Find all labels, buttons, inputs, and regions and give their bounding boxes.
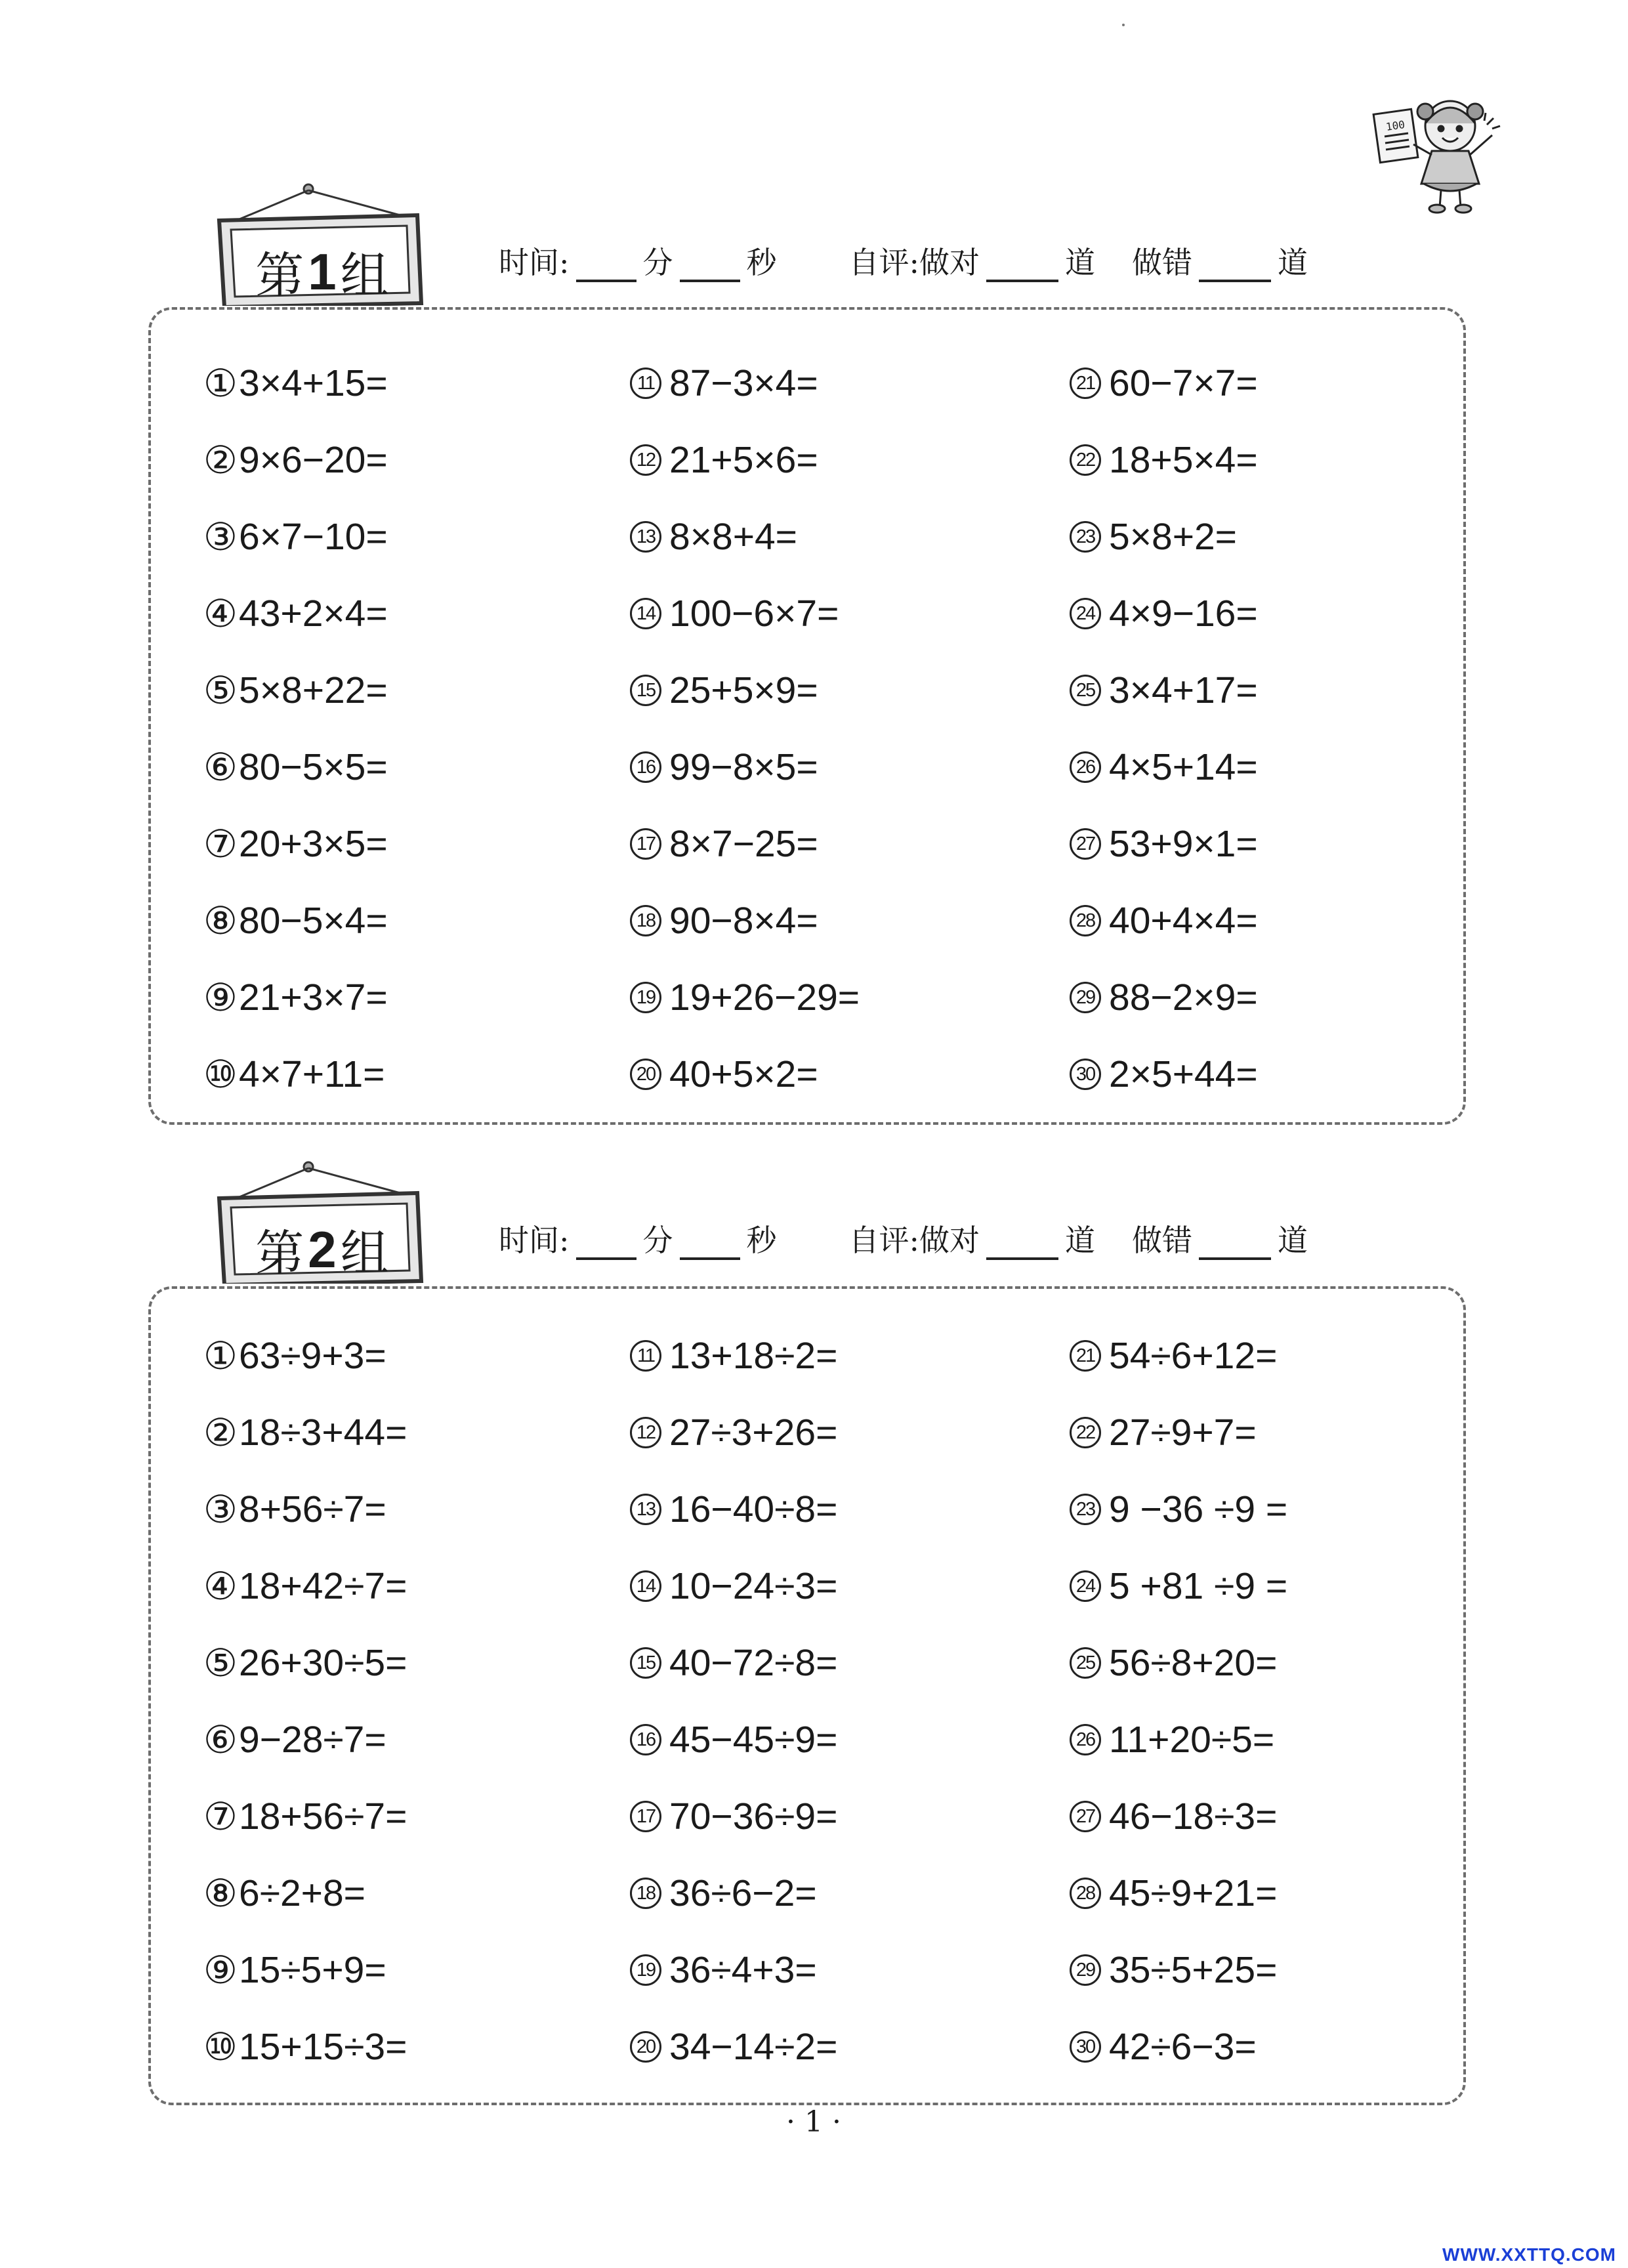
problem-number-badge: 23 bbox=[1070, 521, 1101, 553]
problem-number-badge: ② bbox=[203, 1412, 238, 1454]
minutes-label: 分 bbox=[642, 245, 673, 280]
problem-item bbox=[203, 1790, 407, 1843]
problem-number-badge: 11 bbox=[630, 368, 661, 399]
problem-item bbox=[203, 1867, 365, 1920]
problem-expression: 5 +81 ÷9 = bbox=[1109, 1565, 1288, 1607]
problem-item bbox=[1070, 1048, 1258, 1101]
problem-number-badge: 27 bbox=[1070, 828, 1101, 860]
problem-number-badge: ③ bbox=[203, 1488, 238, 1531]
problem-expression: 34−14÷2= bbox=[669, 2026, 838, 2068]
problem-number-badge: ⑤ bbox=[203, 669, 238, 712]
problem-expression: 9×6−20= bbox=[239, 439, 388, 481]
problem-number-badge: 13 bbox=[630, 521, 661, 553]
group-2-title: 第 2 组 bbox=[255, 1220, 390, 1282]
problem-number-badge: 25 bbox=[1070, 675, 1101, 706]
page-number: · 1 · bbox=[786, 2105, 841, 2139]
problem-expression: 40+4×4= bbox=[1109, 900, 1258, 942]
problem-number-badge: 24 bbox=[1070, 1570, 1101, 1602]
group-1-title: 第 1 组 bbox=[255, 242, 390, 304]
problem-expression: 46−18÷3= bbox=[1109, 1796, 1278, 1838]
problem-item bbox=[1070, 741, 1258, 793]
seconds-label: 秒 bbox=[746, 245, 777, 280]
problem-number-badge: 12 bbox=[630, 444, 661, 476]
problem-item bbox=[1070, 664, 1258, 717]
problem-number-badge: 14 bbox=[630, 598, 661, 629]
problem-number-badge: ⑩ bbox=[203, 2026, 238, 2068]
problem-number-badge: 16 bbox=[630, 1724, 661, 1755]
problem-number-badge: 24 bbox=[1070, 598, 1101, 629]
problem-expression: 8+56÷7= bbox=[239, 1488, 386, 1530]
problem-item bbox=[1070, 1944, 1277, 1996]
problem-expression: 40+5×2= bbox=[669, 1053, 818, 1095]
problem-expression: 10−24÷3= bbox=[669, 1565, 838, 1607]
problem-item bbox=[203, 971, 388, 1024]
problem-expression: 16−40÷8= bbox=[669, 1488, 838, 1530]
problem-expression: 100−6×7= bbox=[669, 593, 839, 635]
problem-number-badge: 28 bbox=[1070, 1878, 1101, 1909]
problem-item bbox=[630, 818, 818, 870]
problem-expression: 18+42÷7= bbox=[239, 1565, 407, 1607]
problem-number-badge: 13 bbox=[630, 1494, 661, 1525]
problem-expression: 60−7×7= bbox=[1109, 362, 1258, 404]
problem-expression: 54÷6+12= bbox=[1109, 1335, 1278, 1377]
problem-expression: 26+30÷5= bbox=[239, 1642, 407, 1684]
group-1-meta bbox=[499, 230, 1308, 282]
group-2-meta bbox=[499, 1208, 1308, 1260]
problem-number-badge: 18 bbox=[630, 905, 661, 936]
problem-number-badge: 17 bbox=[630, 1801, 661, 1832]
wrong-label: 做错 bbox=[1132, 245, 1192, 280]
problem-number-badge: 20 bbox=[630, 2031, 661, 2063]
problem-number-badge: ⑩ bbox=[203, 1053, 238, 1096]
problem-item bbox=[630, 1867, 817, 1920]
problem-expression: 4×5+14= bbox=[1109, 746, 1258, 788]
problem-expression: 36÷6−2= bbox=[669, 1872, 817, 1914]
problem-expression: 5×8+22= bbox=[239, 669, 388, 711]
problem-number-badge: 18 bbox=[630, 1878, 661, 1909]
problem-item bbox=[1070, 1483, 1287, 1536]
problem-expression: 45−45÷9= bbox=[669, 1719, 838, 1761]
girl-holding-paper-icon bbox=[1358, 85, 1509, 217]
problem-expression: 21+5×6= bbox=[669, 439, 818, 481]
problem-item bbox=[630, 1483, 837, 1536]
problem-expression: 21+3×7= bbox=[239, 976, 388, 1018]
problem-item bbox=[203, 434, 388, 486]
problem-item bbox=[203, 1330, 386, 1382]
problem-expression: 35÷5+25= bbox=[1109, 1949, 1278, 1991]
seconds-blank[interactable] bbox=[680, 253, 740, 282]
problem-expression: 43+2×4= bbox=[239, 593, 388, 635]
seconds-label: 秒 bbox=[746, 1223, 777, 1258]
problem-expression: 20+3×5= bbox=[239, 823, 388, 865]
problem-expression: 2×5+44= bbox=[1109, 1053, 1258, 1095]
problem-expression: 8×8+4= bbox=[669, 516, 797, 558]
problem-item bbox=[1070, 818, 1258, 870]
problem-item bbox=[1070, 511, 1237, 563]
problem-item bbox=[203, 1944, 386, 1996]
problem-expression: 8×7−25= bbox=[669, 823, 818, 865]
correct-label: 自评:做对 bbox=[848, 245, 980, 280]
problem-expression: 3×4+15= bbox=[239, 362, 388, 404]
problem-expression: 4×7+11= bbox=[239, 1053, 385, 1095]
problem-expression: 6×7−10= bbox=[239, 516, 388, 558]
problem-number-badge: 15 bbox=[630, 675, 661, 706]
wrong-unit: 道 bbox=[1278, 1223, 1308, 1258]
problem-item bbox=[1070, 357, 1258, 410]
problem-number-badge: ⑥ bbox=[203, 746, 238, 789]
problem-item bbox=[203, 1406, 407, 1459]
problem-expression: 3×4+17= bbox=[1109, 669, 1258, 711]
problem-number-badge: ⑥ bbox=[203, 1719, 238, 1761]
problem-number-badge: ⑦ bbox=[203, 823, 238, 866]
problem-expression: 25+5×9= bbox=[669, 669, 818, 711]
problem-expression: 45÷9+21= bbox=[1109, 1872, 1278, 1914]
problem-number-badge: 11 bbox=[630, 1340, 661, 1372]
problem-item bbox=[1070, 1330, 1277, 1382]
problem-item bbox=[1070, 587, 1258, 640]
wrong-count-blank[interactable] bbox=[1199, 1231, 1271, 1260]
problem-item bbox=[1070, 1406, 1257, 1459]
problem-item bbox=[1070, 1713, 1274, 1766]
problem-item bbox=[203, 357, 388, 410]
problem-number-badge: 26 bbox=[1070, 751, 1101, 783]
problem-expression: 99−8×5= bbox=[669, 746, 818, 788]
wrong-count-blank[interactable] bbox=[1199, 253, 1271, 282]
problem-expression: 53+9×1= bbox=[1109, 823, 1258, 865]
problem-expression: 36÷4+3= bbox=[669, 1949, 817, 1991]
problem-item bbox=[630, 1713, 837, 1766]
problem-item bbox=[203, 1713, 386, 1766]
problem-number-badge: ⑧ bbox=[203, 1872, 238, 1915]
problem-expression: 18+5×4= bbox=[1109, 439, 1258, 481]
problem-number-badge: 21 bbox=[1070, 368, 1101, 399]
problem-item bbox=[630, 1790, 837, 1843]
problem-number-badge: 19 bbox=[630, 982, 661, 1013]
problem-expression: 18÷3+44= bbox=[239, 1412, 407, 1454]
problem-expression: 90−8×4= bbox=[669, 900, 818, 942]
problem-expression: 15+15÷3= bbox=[239, 2026, 407, 2068]
problem-number-badge: ⑨ bbox=[203, 976, 238, 1019]
top-dot bbox=[1122, 24, 1125, 26]
wrong-unit: 道 bbox=[1278, 245, 1308, 280]
problem-number-badge: ⑨ bbox=[203, 1949, 238, 1992]
wrong-label: 做错 bbox=[1132, 1223, 1192, 1258]
problem-item bbox=[630, 664, 818, 717]
correct-label: 自评:做对 bbox=[848, 1223, 980, 1258]
problem-item bbox=[630, 1560, 837, 1612]
problem-number-badge: 12 bbox=[630, 1417, 661, 1448]
problem-expression: 9 −36 ÷9 = bbox=[1109, 1488, 1288, 1530]
problem-number-badge: 30 bbox=[1070, 1059, 1101, 1090]
problem-number-badge: 14 bbox=[630, 1570, 661, 1602]
problem-item bbox=[203, 664, 388, 717]
problem-expression: 11+20÷5= bbox=[1109, 1719, 1275, 1761]
problem-expression: 40−72÷8= bbox=[669, 1642, 838, 1684]
problem-expression: 27÷3+26= bbox=[669, 1412, 838, 1454]
problem-number-badge: ④ bbox=[203, 593, 238, 635]
problem-item bbox=[630, 511, 797, 563]
problem-expression: 15÷5+9= bbox=[239, 1949, 386, 1991]
problem-item bbox=[630, 1944, 817, 1996]
problem-number-badge: 29 bbox=[1070, 982, 1101, 1013]
problem-expression: 18+56÷7= bbox=[239, 1796, 407, 1838]
problem-number-badge: 20 bbox=[630, 1059, 661, 1090]
problem-item bbox=[630, 1637, 837, 1689]
problem-item bbox=[203, 894, 388, 947]
problem-item bbox=[1070, 1790, 1277, 1843]
problem-expression: 27÷9+7= bbox=[1109, 1412, 1257, 1454]
problem-item bbox=[203, 1483, 386, 1536]
girl-mascot-illustration bbox=[1358, 85, 1509, 217]
problem-number-badge: 22 bbox=[1070, 1417, 1101, 1448]
problem-number-badge: 22 bbox=[1070, 444, 1101, 476]
problem-number-badge: 15 bbox=[630, 1647, 661, 1679]
problem-item bbox=[1070, 971, 1258, 1024]
problem-expression: 42÷6−3= bbox=[1109, 2026, 1257, 2068]
problem-expression: 19+26−29= bbox=[669, 976, 860, 1018]
correct-unit: 道 bbox=[1065, 1223, 1095, 1258]
problem-item bbox=[203, 587, 388, 640]
problem-item bbox=[203, 741, 388, 793]
problem-number-badge: 28 bbox=[1070, 905, 1101, 936]
problem-expression: 80−5×4= bbox=[239, 900, 388, 942]
correct-count-blank[interactable] bbox=[986, 253, 1058, 282]
problem-item bbox=[1070, 1637, 1277, 1689]
problem-item bbox=[1070, 1560, 1287, 1612]
problem-item bbox=[630, 1048, 818, 1101]
problem-number-badge: ⑤ bbox=[203, 1642, 238, 1685]
watermark: WWW.XXTTQ.COM bbox=[1442, 2244, 1616, 2265]
problem-item bbox=[1070, 1867, 1277, 1920]
problem-number-badge: 29 bbox=[1070, 1954, 1101, 1986]
correct-count-blank[interactable] bbox=[986, 1231, 1058, 1260]
problem-expression: 80−5×5= bbox=[239, 746, 388, 788]
problem-number-badge: ① bbox=[203, 1335, 238, 1377]
problem-number-badge: ① bbox=[203, 362, 238, 405]
problem-expression: 63÷9+3= bbox=[239, 1335, 386, 1377]
problem-item bbox=[203, 1637, 407, 1689]
problem-number-badge: 23 bbox=[1070, 1494, 1101, 1525]
problem-item bbox=[630, 971, 860, 1024]
problem-item bbox=[630, 1330, 837, 1382]
problem-number-badge: 30 bbox=[1070, 2031, 1101, 2063]
problem-expression: 5×8+2= bbox=[1109, 516, 1237, 558]
problem-expression: 13+18÷2= bbox=[669, 1335, 838, 1377]
problem-number-badge: 21 bbox=[1070, 1340, 1101, 1372]
time-label: 时间: bbox=[499, 1223, 570, 1258]
problem-item bbox=[1070, 894, 1258, 947]
paper-score-label: 100 bbox=[1385, 118, 1406, 133]
problem-item bbox=[630, 357, 818, 410]
problem-item bbox=[203, 2021, 407, 2073]
problem-number-badge: 27 bbox=[1070, 1801, 1101, 1832]
problem-number-badge: ⑧ bbox=[203, 900, 238, 942]
problem-item bbox=[1070, 434, 1258, 486]
problem-expression: 6÷2+8= bbox=[239, 1872, 365, 1914]
problem-item bbox=[203, 1560, 407, 1612]
problem-number-badge: ⑦ bbox=[203, 1796, 238, 1838]
problem-expression: 56÷8+20= bbox=[1109, 1642, 1278, 1684]
correct-unit: 道 bbox=[1065, 245, 1095, 280]
problem-item bbox=[203, 511, 388, 563]
problem-item bbox=[630, 894, 818, 947]
problem-expression: 87−3×4= bbox=[669, 362, 818, 404]
problem-number-badge: 16 bbox=[630, 751, 661, 783]
problem-item bbox=[630, 587, 839, 640]
problem-expression: 9−28÷7= bbox=[239, 1719, 386, 1761]
minutes-blank[interactable] bbox=[576, 1231, 637, 1260]
problem-number-badge: ③ bbox=[203, 516, 238, 558]
minutes-label: 分 bbox=[642, 1223, 673, 1258]
problem-number-badge: 19 bbox=[630, 1954, 661, 1986]
problem-number-badge: ② bbox=[203, 439, 238, 482]
problem-item bbox=[1070, 2021, 1257, 2073]
seconds-blank[interactable] bbox=[680, 1231, 740, 1260]
problem-expression: 70−36÷9= bbox=[669, 1796, 838, 1838]
problem-number-badge: 17 bbox=[630, 828, 661, 860]
problem-expression: 88−2×9= bbox=[1109, 976, 1258, 1018]
problem-item bbox=[203, 1048, 385, 1101]
problem-number-badge: 26 bbox=[1070, 1724, 1101, 1755]
time-label: 时间: bbox=[499, 245, 570, 280]
problem-number-badge: 25 bbox=[1070, 1647, 1101, 1679]
problem-item bbox=[203, 818, 388, 870]
problem-item bbox=[630, 434, 818, 486]
problem-item bbox=[630, 741, 818, 793]
problem-expression: 4×9−16= bbox=[1109, 593, 1258, 635]
problem-number-badge: ④ bbox=[203, 1565, 238, 1608]
problem-item bbox=[630, 2021, 837, 2073]
problem-item bbox=[630, 1406, 837, 1459]
minutes-blank[interactable] bbox=[576, 253, 637, 282]
